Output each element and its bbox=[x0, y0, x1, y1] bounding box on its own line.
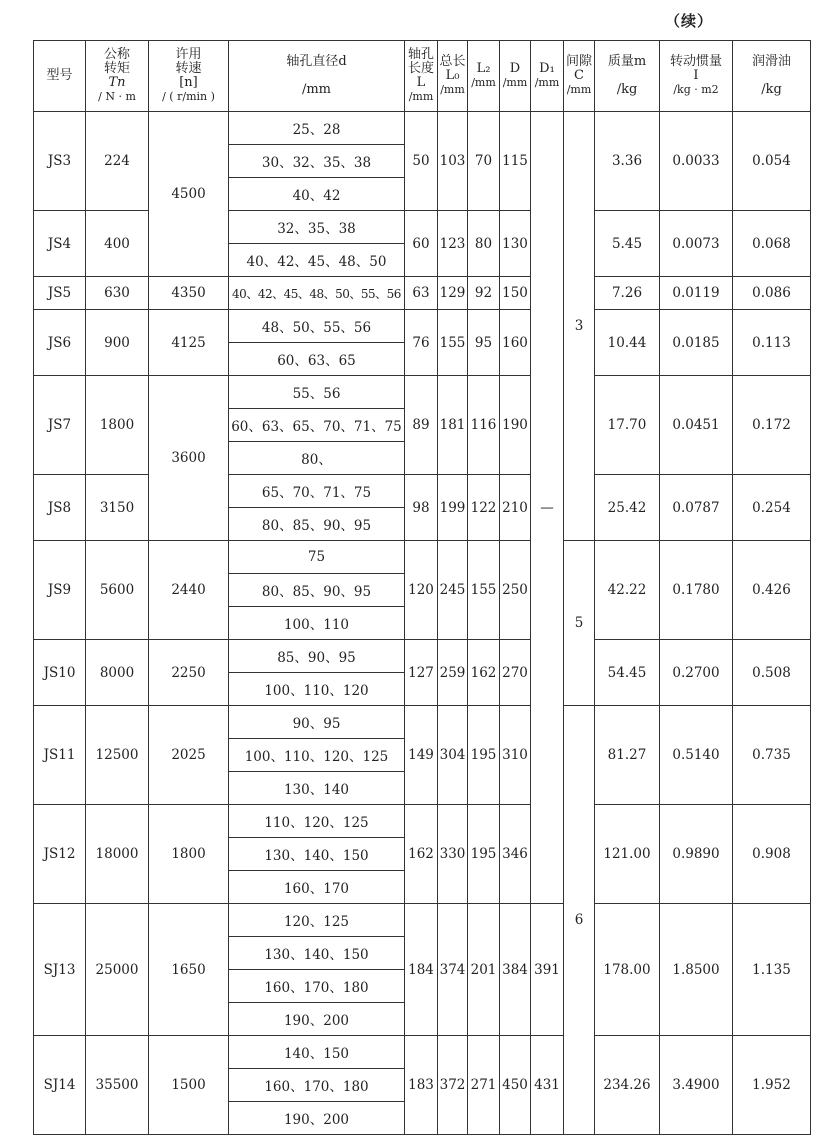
continued-label: （续） bbox=[665, 12, 714, 30]
header-speed: 许用 转速 [n] / ( r/min ) bbox=[149, 41, 229, 112]
model-cell: SJ14 bbox=[34, 1036, 86, 1135]
l2-cell: 116 bbox=[468, 376, 500, 475]
inertia-cell: 0.0119 bbox=[660, 277, 733, 310]
table-row bbox=[34, 904, 811, 937]
oil-cell: 0.908 bbox=[733, 805, 811, 904]
length-cell: 162 bbox=[405, 805, 438, 904]
table-row bbox=[34, 376, 811, 409]
bore-cell: 80、 bbox=[229, 442, 405, 475]
total-length-cell: 103 bbox=[438, 112, 468, 211]
model-cell: JS6 bbox=[34, 310, 86, 376]
table-row bbox=[34, 310, 811, 343]
speed-cell: 2025 bbox=[149, 706, 229, 805]
bore-cell: 40、42 bbox=[229, 178, 405, 211]
oil-cell: 0.113 bbox=[733, 310, 811, 376]
length-cell: 183 bbox=[405, 1036, 438, 1135]
d-cell: 310 bbox=[500, 706, 531, 805]
bore-cell: 85、90、95 bbox=[229, 640, 405, 673]
total-length-cell: 123 bbox=[438, 211, 468, 277]
l2-cell: 95 bbox=[468, 310, 500, 376]
length-cell: 50 bbox=[405, 112, 438, 211]
torque-cell: 224 bbox=[86, 112, 149, 211]
total-length-cell: 245 bbox=[438, 541, 468, 640]
torque-cell: 35500 bbox=[86, 1036, 149, 1135]
header-row bbox=[34, 41, 811, 112]
total-length-cell: 129 bbox=[438, 277, 468, 310]
mass-cell: 42.22 bbox=[595, 541, 660, 640]
d-cell: 190 bbox=[500, 376, 531, 475]
mass-cell: 17.70 bbox=[595, 376, 660, 475]
total-length-cell: 155 bbox=[438, 310, 468, 376]
table-row bbox=[34, 112, 811, 145]
oil-cell: 0.068 bbox=[733, 211, 811, 277]
l2-cell: 80 bbox=[468, 211, 500, 277]
bore-cell: 190、200 bbox=[229, 1102, 405, 1135]
model-cell: JS4 bbox=[34, 211, 86, 277]
bore-cell: 80、85、90、95 bbox=[229, 508, 405, 541]
inertia-cell: 0.0787 bbox=[660, 475, 733, 541]
d-cell: 270 bbox=[500, 640, 531, 706]
mass-cell: 10.44 bbox=[595, 310, 660, 376]
mass-cell: 5.45 bbox=[595, 211, 660, 277]
model-cell: JS5 bbox=[34, 277, 86, 310]
oil-cell: 1.952 bbox=[733, 1036, 811, 1135]
speed-cell: 4500 bbox=[149, 112, 229, 277]
header-torque: 公称 转矩 Tn / N · m bbox=[86, 41, 149, 112]
l2-cell: 195 bbox=[468, 706, 500, 805]
d1-dash-cell: — bbox=[531, 112, 564, 904]
inertia-cell: 1.8500 bbox=[660, 904, 733, 1036]
total-length-cell: 372 bbox=[438, 1036, 468, 1135]
mass-cell: 54.45 bbox=[595, 640, 660, 706]
bore-cell: 60、63、65 bbox=[229, 343, 405, 376]
oil-cell: 1.135 bbox=[733, 904, 811, 1036]
total-length-cell: 199 bbox=[438, 475, 468, 541]
mass-cell: 178.00 bbox=[595, 904, 660, 1036]
l2-cell: 162 bbox=[468, 640, 500, 706]
length-cell: 89 bbox=[405, 376, 438, 475]
model-cell: JS8 bbox=[34, 475, 86, 541]
header-d: D /mm bbox=[500, 41, 531, 112]
bore-cell: 120、125 bbox=[229, 904, 405, 937]
l2-cell: 92 bbox=[468, 277, 500, 310]
speed-cell: 1650 bbox=[149, 904, 229, 1036]
table-row bbox=[34, 1036, 811, 1069]
bore-cell: 100、110、120、125 bbox=[229, 739, 405, 772]
gap-cell: 5 bbox=[564, 541, 595, 706]
l2-cell: 122 bbox=[468, 475, 500, 541]
total-length-cell: 374 bbox=[438, 904, 468, 1036]
torque-cell: 900 bbox=[86, 310, 149, 376]
oil-cell: 0.735 bbox=[733, 706, 811, 805]
torque-cell: 12500 bbox=[86, 706, 149, 805]
d-cell: 250 bbox=[500, 541, 531, 640]
d-cell: 115 bbox=[500, 112, 531, 211]
inertia-cell: 3.4900 bbox=[660, 1036, 733, 1135]
length-cell: 63 bbox=[405, 277, 438, 310]
inertia-cell: 0.0451 bbox=[660, 376, 733, 475]
oil-cell: 0.508 bbox=[733, 640, 811, 706]
d-cell: 450 bbox=[500, 1036, 531, 1135]
header-l2: L₂ /mm bbox=[468, 41, 500, 112]
total-length-cell: 181 bbox=[438, 376, 468, 475]
mass-cell: 25.42 bbox=[595, 475, 660, 541]
bore-cell: 140、150 bbox=[229, 1036, 405, 1069]
header-bore: 轴孔直径d /mm bbox=[229, 41, 405, 112]
oil-cell: 0.254 bbox=[733, 475, 811, 541]
bore-cell: 80、85、90、95 bbox=[229, 574, 405, 607]
bore-cell: 55、56 bbox=[229, 376, 405, 409]
total-length-cell: 330 bbox=[438, 805, 468, 904]
bore-cell: 100、110 bbox=[229, 607, 405, 640]
model-cell: JS7 bbox=[34, 376, 86, 475]
speed-cell: 4125 bbox=[149, 310, 229, 376]
torque-cell: 8000 bbox=[86, 640, 149, 706]
mass-cell: 121.00 bbox=[595, 805, 660, 904]
speed-cell: 1800 bbox=[149, 805, 229, 904]
speed-cell: 4350 bbox=[149, 277, 229, 310]
bore-cell: 130、140 bbox=[229, 772, 405, 805]
header-length: 轴孔 长度 L /mm bbox=[405, 41, 438, 112]
d-cell: 346 bbox=[500, 805, 531, 904]
mass-cell: 3.36 bbox=[595, 112, 660, 211]
oil-cell: 0.054 bbox=[733, 112, 811, 211]
speed-cell: 2440 bbox=[149, 541, 229, 640]
table-row bbox=[34, 541, 811, 574]
header-oil: 润滑油 /kg bbox=[733, 41, 811, 112]
bore-cell: 60、63、65、70、71、75 bbox=[229, 409, 405, 442]
oil-cell: 0.086 bbox=[733, 277, 811, 310]
d1-cell: 391 bbox=[531, 904, 564, 1036]
bore-cell: 30、32、35、38 bbox=[229, 145, 405, 178]
inertia-cell: 0.9890 bbox=[660, 805, 733, 904]
total-length-cell: 304 bbox=[438, 706, 468, 805]
length-cell: 76 bbox=[405, 310, 438, 376]
torque-cell: 5600 bbox=[86, 541, 149, 640]
length-cell: 127 bbox=[405, 640, 438, 706]
d-cell: 210 bbox=[500, 475, 531, 541]
gap-cell: 6 bbox=[564, 706, 595, 1135]
bore-cell: 40、42、45、48、50 bbox=[229, 244, 405, 277]
l2-cell: 201 bbox=[468, 904, 500, 1036]
bore-cell: 65、70、71、75 bbox=[229, 475, 405, 508]
bore-cell: 25、28 bbox=[229, 112, 405, 145]
l2-cell: 195 bbox=[468, 805, 500, 904]
inertia-cell: 0.1780 bbox=[660, 541, 733, 640]
gap-cell: 3 bbox=[564, 112, 595, 541]
d-cell: 384 bbox=[500, 904, 531, 1036]
l2-cell: 155 bbox=[468, 541, 500, 640]
header-model: 型号 bbox=[34, 41, 86, 112]
l2-cell: 70 bbox=[468, 112, 500, 211]
torque-cell: 18000 bbox=[86, 805, 149, 904]
inertia-cell: 0.0185 bbox=[660, 310, 733, 376]
inertia-cell: 0.0033 bbox=[660, 112, 733, 211]
header-inertia: 转动惯量 I /kg · m2 bbox=[660, 41, 733, 112]
table-row bbox=[34, 706, 811, 739]
header-mass: 质量m /kg bbox=[595, 41, 660, 112]
mass-cell: 81.27 bbox=[595, 706, 660, 805]
bore-cell: 110、120、125 bbox=[229, 805, 405, 838]
oil-cell: 0.426 bbox=[733, 541, 811, 640]
oil-cell: 0.172 bbox=[733, 376, 811, 475]
torque-cell: 3150 bbox=[86, 475, 149, 541]
mass-cell: 234.26 bbox=[595, 1036, 660, 1135]
header-total-length: 总长 L₀ /mm bbox=[438, 41, 468, 112]
model-cell: JS9 bbox=[34, 541, 86, 640]
model-cell: JS10 bbox=[34, 640, 86, 706]
coupling-spec-table bbox=[33, 40, 811, 1135]
bore-cell: 40、42、45、48、50、55、56 bbox=[229, 277, 405, 310]
mass-cell: 7.26 bbox=[595, 277, 660, 310]
bore-cell: 160、170、180 bbox=[229, 970, 405, 1003]
bore-cell: 160、170、180 bbox=[229, 1069, 405, 1102]
length-cell: 149 bbox=[405, 706, 438, 805]
l2-cell: 271 bbox=[468, 1036, 500, 1135]
torque-cell: 630 bbox=[86, 277, 149, 310]
header-gap: 间隙 C /mm bbox=[564, 41, 595, 112]
d-cell: 150 bbox=[500, 277, 531, 310]
table-row bbox=[34, 805, 811, 838]
inertia-cell: 0.0073 bbox=[660, 211, 733, 277]
bore-cell: 190、200 bbox=[229, 1003, 405, 1036]
table-row bbox=[34, 640, 811, 673]
bore-cell: 32、35、38 bbox=[229, 211, 405, 244]
model-cell: SJ13 bbox=[34, 904, 86, 1036]
table-row bbox=[34, 277, 811, 310]
torque-cell: 400 bbox=[86, 211, 149, 277]
model-cell: JS12 bbox=[34, 805, 86, 904]
d-cell: 160 bbox=[500, 310, 531, 376]
speed-cell: 3600 bbox=[149, 376, 229, 541]
length-cell: 120 bbox=[405, 541, 438, 640]
bore-cell: 48、50、55、56 bbox=[229, 310, 405, 343]
d1-cell: 431 bbox=[531, 1036, 564, 1135]
torque-cell: 25000 bbox=[86, 904, 149, 1036]
inertia-cell: 0.5140 bbox=[660, 706, 733, 805]
bore-cell: 130、140、150 bbox=[229, 937, 405, 970]
bore-cell: 130、140、150 bbox=[229, 838, 405, 871]
length-cell: 60 bbox=[405, 211, 438, 277]
d-cell: 130 bbox=[500, 211, 531, 277]
bore-cell: 160、170 bbox=[229, 871, 405, 904]
model-cell: JS11 bbox=[34, 706, 86, 805]
speed-cell: 1500 bbox=[149, 1036, 229, 1135]
bore-cell: 75 bbox=[229, 541, 405, 574]
bore-cell: 100、110、120 bbox=[229, 673, 405, 706]
inertia-cell: 0.2700 bbox=[660, 640, 733, 706]
bore-cell: 90、95 bbox=[229, 706, 405, 739]
length-cell: 98 bbox=[405, 475, 438, 541]
torque-cell: 1800 bbox=[86, 376, 149, 475]
speed-cell: 2250 bbox=[149, 640, 229, 706]
header-d1: D₁ /mm bbox=[531, 41, 564, 112]
total-length-cell: 259 bbox=[438, 640, 468, 706]
length-cell: 184 bbox=[405, 904, 438, 1036]
model-cell: JS3 bbox=[34, 112, 86, 211]
